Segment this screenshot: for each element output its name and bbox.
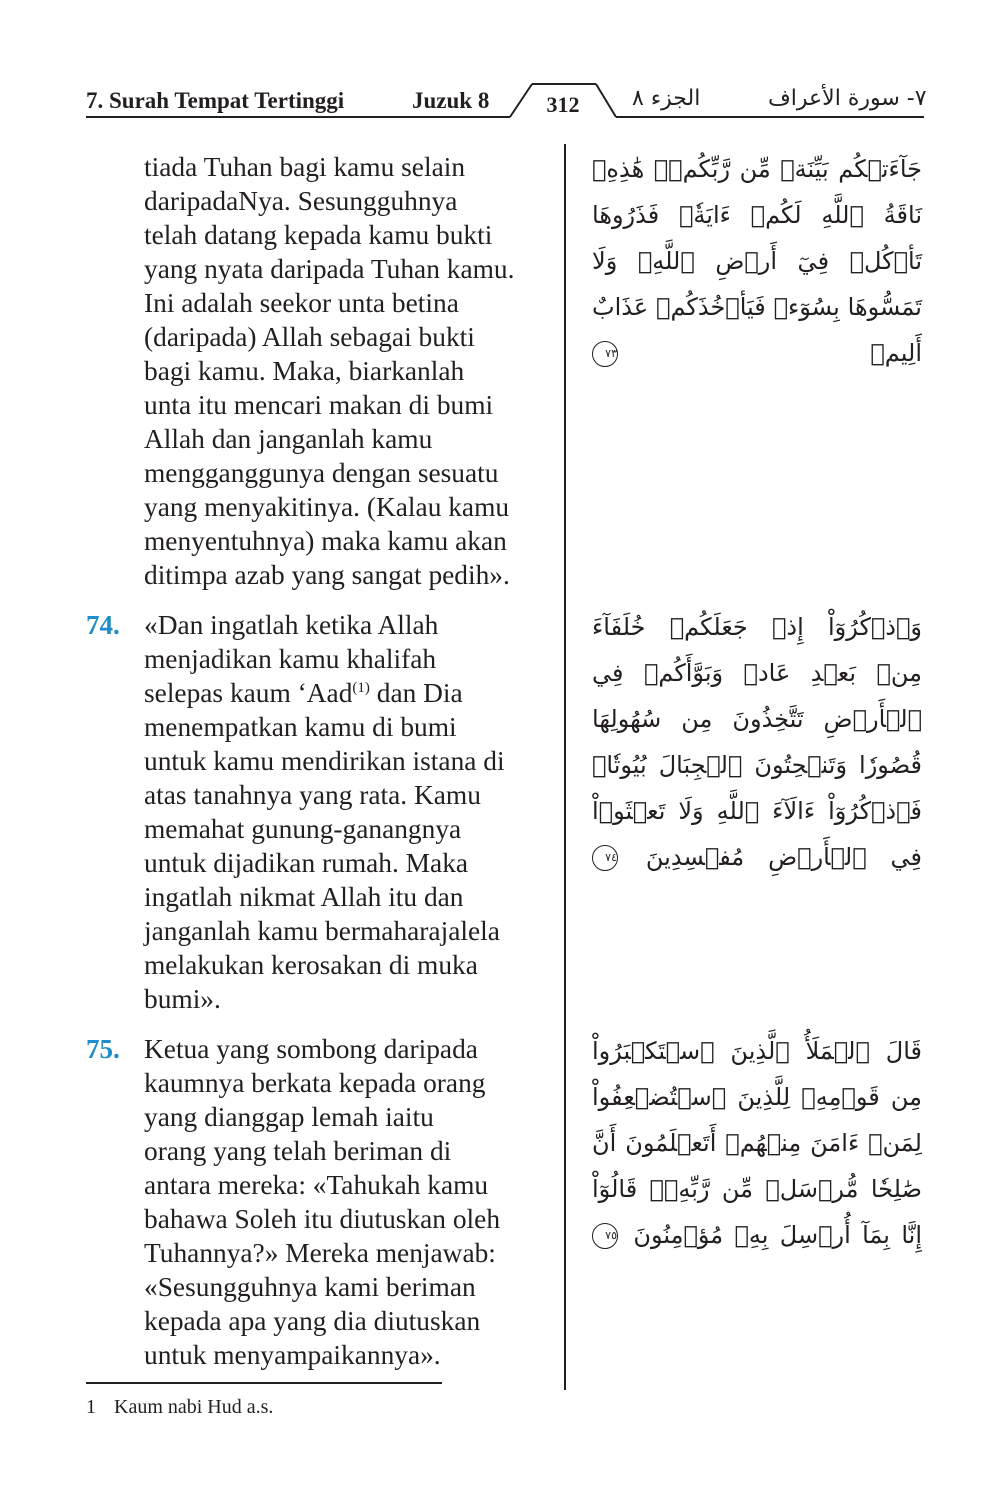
surah-arabic: ٧- سورة الأعراف <box>768 86 927 111</box>
ayah-end-marker: ٧٣ <box>592 341 618 367</box>
column-divider <box>564 144 566 1390</box>
translation-line: Tuhannya?» Mereka menjawab: <box>144 1238 496 1268</box>
translation-block-74 <box>144 608 554 1016</box>
translation-line: menjadikan kamu khalifah <box>144 644 437 674</box>
translation-line: bumi». <box>144 984 221 1014</box>
juz-arabic: الجزء ٨ <box>632 86 701 111</box>
translation-line: janganlah kamu bermaharajalela <box>144 916 500 946</box>
translation-line: kaumnya berkata kepada orang <box>144 1068 486 1098</box>
translation-line: mengganggunya dengan sesuatu <box>144 458 499 488</box>
translation-line: menempatkan kamu di bumi <box>144 712 457 742</box>
translation-line: untuk kamu mendirikan istana di <box>144 746 505 776</box>
translation-line: (daripada) Allah sebagai bukti <box>144 322 475 352</box>
footnote-text: Kaum nabi Hud a.s. <box>114 1396 274 1418</box>
translation-line: bahawa Soleh itu diutuskan oleh <box>144 1204 501 1234</box>
footnote <box>86 1396 273 1419</box>
translation-line: Allah dan janganlah kamu <box>144 424 433 454</box>
translation-line: «Dan ingatlah ketika Allah <box>144 610 439 640</box>
footnote-rule <box>86 1382 442 1384</box>
translation-line: Ketua yang sombong daripada <box>144 1034 478 1064</box>
translation-line: selepas kaum ‘Aad$^{(1)}$ dan Dia <box>144 678 463 708</box>
translation-block-73 <box>144 150 554 592</box>
page-number: 312 <box>546 92 580 117</box>
verse-number-75: 75. <box>86 1034 120 1064</box>
translation-line: menyentuhnya) maka kamu akan <box>144 526 507 556</box>
verse-number-74: 74. <box>86 610 120 640</box>
arabic-verse-74 <box>592 604 922 880</box>
translation-line: orang yang telah beriman di <box>144 1136 452 1166</box>
translation-line: Ini adalah seekor unta betina <box>144 288 459 318</box>
surah-title: 7. Surah Tempat Tertinggi <box>86 88 345 113</box>
arabic-text: وَٱذۡكُرُوٓاْ إِذۡ جَعَلَكُمۡ خُلَفَآءَ مِنۢ بَعۡدِ عَادٖ وَبَوَّأَكُمۡ فِي ٱلۡأَرۡضِ تَتَّخِذُونَ مِن سُهُولِهَا قُصُورٗا وَتَنۡحِتُونَ ٱلۡجِبَالَ بُيُوتٗاۖ فَٱذۡكُرُوٓاْ ءَالَآءَ ٱللَّهِ وَلَا تَعۡثَوۡاْ فِي ٱلۡأَرۡضِ مُفۡسِدِينَ <box>592 613 922 871</box>
translation-block-75 <box>144 1032 554 1372</box>
translation-line: untuk menyampaikannya». <box>144 1340 441 1370</box>
translation-line: ditimpa azab yang sangat pedih». <box>144 560 510 590</box>
juz-label: Juzuk 8 <box>412 88 490 113</box>
arabic-text: جَآءَتۡكُم بَيِّنَةٞ مِّن رَّبِّكُمۡۖ هَٰذِهِۦ نَاقَةُ ٱللَّهِ لَكُمۡ ءَايَةٗۖ فَذَرُوهَا تَأۡكُلۡ فِيٓ أَرۡضِ ٱللَّهِۖ وَلَا تَمَسُّوهَا بِسُوٓءٖ فَيَأۡخُذَكُمۡ عَذَابٌ أَلِيمٞ <box>592 155 922 367</box>
translation-line: antara mereka: «Tahukah kamu <box>144 1170 489 1200</box>
translation-line: tiada Tuhan bagi kamu selain <box>144 152 466 182</box>
arabic-text: قَالَ ٱلۡمَلَأُ ٱلَّذِينَ ٱسۡتَكۡبَرُواْ مِن قَوۡمِهِۦ لِلَّذِينَ ٱسۡتُضۡعِفُواْ لِمَنۡ ءَامَنَ مِنۡهُمۡ أَتَعۡلَمُونَ أَنَّ صَٰلِحٗا مُّرۡسَلٞ مِّن رَّبِّهِۦۚ قَالُوٓاْ إِنَّا بِمَآ أُرۡسِلَ بِهِۦ مُؤۡمِنُونَ <box>592 1037 922 1249</box>
translation-line: yang dianggap lemah iaitu <box>144 1102 434 1132</box>
arabic-verse-73 <box>592 146 922 376</box>
footnote-number: 1 <box>86 1396 96 1418</box>
translation-line: atas tanahnya yang rata. Kamu <box>144 780 481 810</box>
translation-line: memahat gunung-ganangnya <box>144 814 462 844</box>
translation-line: unta itu mencari makan di bumi <box>144 390 494 420</box>
translation-line: bagi kamu. Maka, biarkanlah <box>144 356 465 386</box>
arabic-verse-75 <box>592 1028 922 1258</box>
translation-line: ingatlah nikmat Allah itu dan <box>144 882 464 912</box>
translation-line: yang nyata daripada Tuhan kamu. <box>144 254 515 284</box>
translation-line: daripadaNya. Sesungguhnya <box>144 186 458 216</box>
translation-line: yang menyakitinya. (Kalau kamu <box>144 492 510 522</box>
translation-line: «Sesungguhnya kami beriman <box>144 1272 476 1302</box>
translation-line: untuk dijadikan rumah. Maka <box>144 848 469 878</box>
translation-line: telah datang kepada kamu bukti <box>144 220 493 250</box>
translation-line: melakukan kerosakan di muka <box>144 950 478 980</box>
ayah-end-marker: ٧٤ <box>592 845 618 871</box>
translation-line: kepada apa yang dia diutuskan <box>144 1306 481 1336</box>
footnote-reference[interactable]: (1) <box>352 679 370 696</box>
ayah-end-marker: ٧٥ <box>592 1223 618 1249</box>
page-header <box>0 0 1000 130</box>
